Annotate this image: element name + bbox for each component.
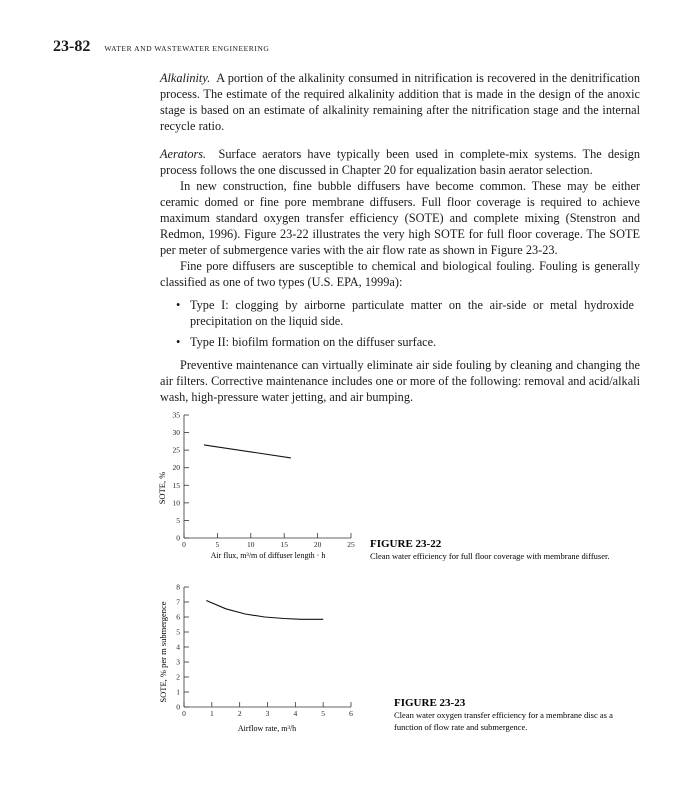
figure-23-23-caption-line2: function of flow rate and submergence. bbox=[394, 722, 528, 732]
running-title: WATER AND WASTEWATER ENGINEERING bbox=[104, 44, 270, 53]
x-tick-label: 20 bbox=[313, 540, 322, 549]
y-tick-label: 4 bbox=[176, 642, 180, 652]
y-tick-label: 8 bbox=[176, 582, 180, 592]
y-tick-label: 0 bbox=[176, 533, 180, 543]
maintenance-paragraph: Preventive maintenance can virtually eliminate air side fouling by cleaning and changing the air filters. Corrective maintenance includes one or more of the following: removal and acid/alkali wash, high-pressure water jetting, and air bumping. bbox=[160, 358, 640, 404]
alkalinity-heading: Alkalinity. bbox=[160, 71, 211, 85]
x-tick-label: 0 bbox=[182, 540, 186, 549]
new-construction-paragraph: In new construction, fine bubble diffusers have become common. These may be either ceramic domed or fine pore membrane diffusers. Full floor coverage is required to achieve maximum standard oxygen transfer efficiency (SOTE) and complete mixing (Stenstron and Redmon, 1996). Figure 23-22 illustrates the very high SOTE for full floor coverage. The SOTE per meter of submergence varies with the air flow rate as shown in Figure 23-23. bbox=[160, 179, 640, 257]
x-tick-label: 3 bbox=[265, 709, 270, 718]
aerators-heading: Aerators. bbox=[160, 147, 207, 161]
y-tick-label: 20 bbox=[172, 463, 180, 473]
page-number: 23-82 bbox=[53, 38, 91, 55]
y-tick-label: 6 bbox=[176, 612, 180, 622]
figure-23-22-label: FIGURE 23-22 bbox=[370, 538, 442, 550]
figure-23-23-caption-line1: Clean water oxygen transfer efficiency for a membrane disc as a bbox=[394, 710, 613, 720]
x-axis-label: Air flux, m³/m of diffuser length · h bbox=[210, 551, 326, 560]
series-line bbox=[206, 601, 323, 620]
fouling-paragraph: Fine pore diffusers are susceptible to chemical and biological fouling. Fouling is generally classified as one of two types (U.S. EPA, 1999a): bbox=[160, 259, 640, 289]
aerators-text: Surface aerators have typically been used in complete-mix systems. The design process follows the one discussed in Chapter 20 for equalization basin aerator selection. bbox=[160, 147, 640, 177]
list-item: • Type I: clogging by airborne particulate matter on the air-side or metal hydroxide precipitation on the liquid side. bbox=[190, 297, 640, 329]
x-tick-label: 2 bbox=[237, 709, 242, 718]
y-tick-label: 15 bbox=[172, 480, 180, 490]
x-tick-label: 0 bbox=[182, 709, 186, 718]
y-tick-label: 7 bbox=[176, 597, 180, 607]
figure-23-23-label: FIGURE 23-23 bbox=[394, 697, 466, 709]
x-axis-label: Airflow rate, m³/h bbox=[237, 724, 297, 733]
y-tick-label: 3 bbox=[176, 657, 180, 667]
x-tick-label: 6 bbox=[349, 709, 353, 718]
y-tick-label: 30 bbox=[172, 428, 180, 438]
y-tick-label: 10 bbox=[172, 498, 180, 508]
figure-23-22-caption: Clean water efficiency for full floor coverage with membrane diffuser. bbox=[370, 551, 610, 561]
x-tick-label: 10 bbox=[247, 540, 255, 549]
x-tick-label: 1 bbox=[209, 709, 214, 718]
x-tick-label: 5 bbox=[321, 709, 326, 718]
y-tick-label: 2 bbox=[176, 672, 180, 682]
figure-23-22-chart bbox=[157, 411, 355, 561]
y-axis-label: SOTE, % bbox=[157, 471, 167, 505]
y-tick-label: 1 bbox=[176, 687, 180, 697]
y-tick-label: 5 bbox=[176, 627, 180, 637]
y-tick-label: 5 bbox=[176, 515, 180, 525]
series-line bbox=[204, 445, 291, 458]
y-tick-label: 25 bbox=[172, 445, 180, 455]
list-item: • Type II: biofilm formation on the diffuser surface. bbox=[190, 334, 640, 350]
y-axis-label: SOTE, % per m submergence bbox=[158, 601, 168, 703]
y-tick-label: 0 bbox=[176, 702, 180, 712]
alkalinity-text: A portion of the alkalinity consumed in nitrification is recovered in the denitrification process. The estimate of the required alkalinity addition that is made in the design of the anoxic stage is based on an estimate of alkalinity remaining after the nitrification stage and the internal recycle ratio. bbox=[160, 71, 640, 133]
figure-23-23-chart bbox=[158, 583, 353, 734]
y-tick-label: 35 bbox=[172, 410, 180, 420]
x-tick-label: 5 bbox=[215, 540, 220, 549]
x-tick-label: 15 bbox=[280, 540, 288, 549]
x-tick-label: 25 bbox=[347, 540, 355, 549]
x-tick-label: 4 bbox=[293, 709, 298, 718]
